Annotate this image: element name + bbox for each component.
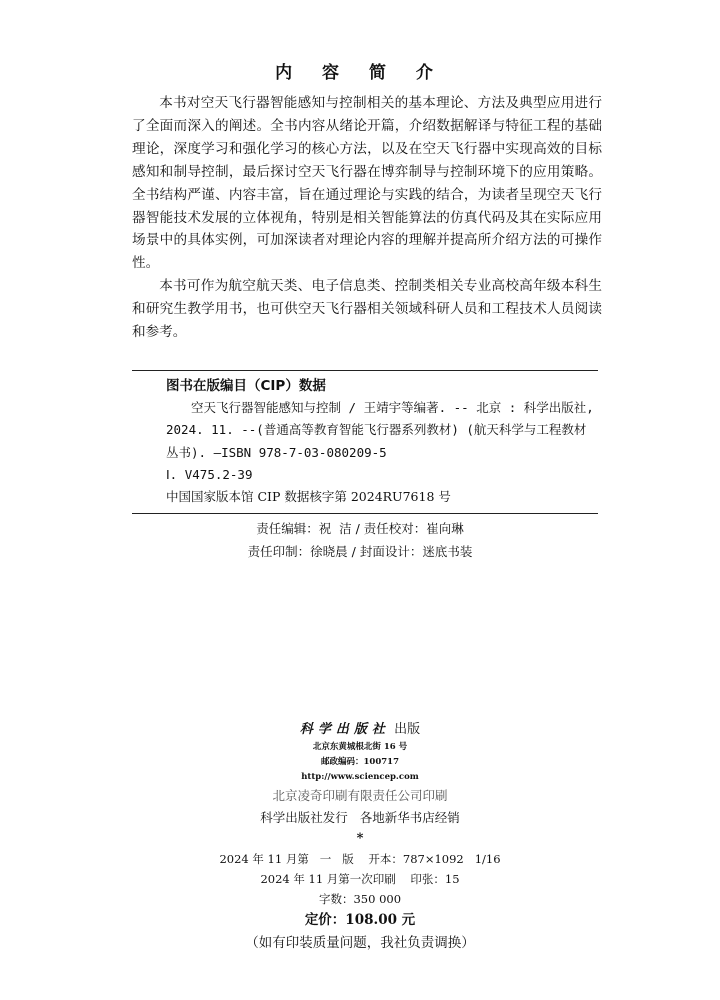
staff-line-1: 责任编辑：祝 洁 / 责任校对：崔向琳	[256, 521, 464, 536]
separator-star: *	[356, 831, 364, 846]
summary-section	[132, 92, 602, 344]
printing-line: 2024 年 11 月第一次印刷 印张：15	[260, 872, 460, 886]
word-count: 字数：350 000	[318, 892, 402, 906]
staff-credits	[0, 518, 720, 563]
cip-block	[132, 370, 598, 514]
publisher-address: 北京东黄城根北街 16 号	[312, 742, 408, 752]
publisher-website: http://www.sciencep.com	[301, 772, 419, 782]
cip-data-number: 中国国家版本馆 CIP 数据核字第 2024RU7618 号	[166, 489, 451, 505]
publisher-info	[0, 720, 720, 955]
staff-line-2: 责任印制：徐晓晨 / 封面设计：迷底书装	[247, 543, 473, 559]
price-line: 定价：108.00 元	[304, 912, 416, 928]
edition-line: 2024 年 11 月第 一 版 开本：787×1092 1/16	[219, 852, 501, 866]
publisher-suffix: 出版	[394, 722, 421, 737]
publisher-name-line	[0, 720, 720, 740]
cip-heading: 图书在版编目（CIP）数据	[166, 378, 326, 394]
printer-line: 北京凌奇印刷有限责任公司印刷	[272, 788, 448, 803]
cip-body: 空天飞行器智能感知与控制 / 王靖宇等编著. -- 北京 : 科学出版社, 2024. 11. --(普通高等教育智能飞行器系列教材) (航天科学与工程教材丛书). —ISBN 978-7-03-080209-5	[166, 400, 594, 460]
summary-paragraph-1: 本书对空天飞行器智能感知与控制相关的基本理论、方法及典型应用进行了全面而深入的阐述。全书内容从绪论开篇，介绍数据解译与特征工程的基础理论，深度学习和强化学习的核心方法，以及在空天飞行器中实现高效的目标感知和制导控制，最后探讨空天飞行器在博弈制导与控制环境下的应用策略。全书结构严谨、内容丰富，旨在通过理论与实践的结合，为读者呈现空天飞行器智能技术发展的立体视角，特别是相关智能算法的仿真代码及其在实际应用场景中的具体实例，可加深读者对理论内容的理解并提高所介绍方法的可操作性。	[132, 95, 602, 272]
publisher-brand: 科学出版社	[299, 722, 390, 737]
publisher-postcode: 邮政编码：100717	[321, 757, 399, 767]
page-title: 内 容 简 介	[275, 63, 445, 83]
quality-notice: （如有印装质量问题，我社负责调换）	[245, 935, 475, 951]
summary-paragraph-2: 本书可作为航空航天类、电子信息类、控制类相关专业高校高年级本科生和研究生教学用书，也可供空天飞行器相关领域科研人员和工程技术人员阅读和参考。	[132, 278, 602, 341]
cip-classification: Ⅰ. V475.2-39	[166, 466, 253, 482]
distribution-line: 科学出版社发行 各地新华书店经销	[260, 810, 460, 825]
